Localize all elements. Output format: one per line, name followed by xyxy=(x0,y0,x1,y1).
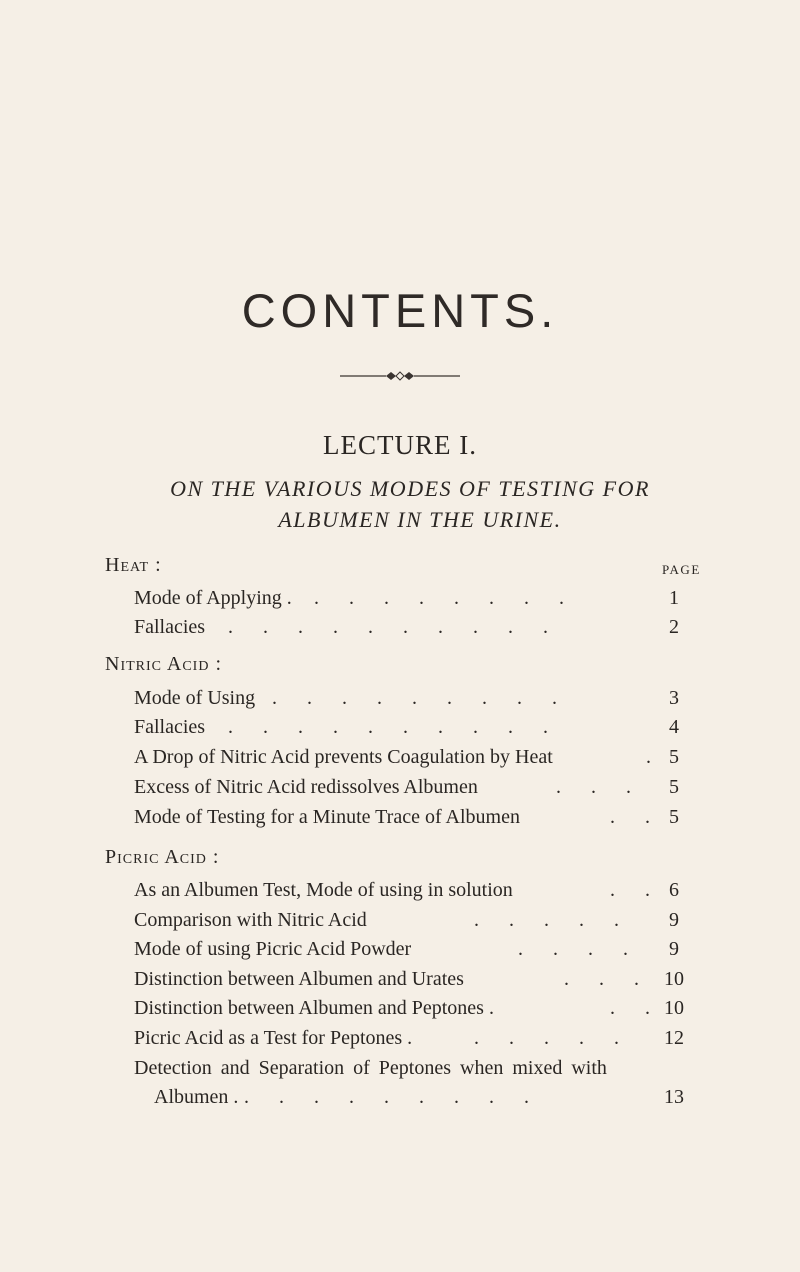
entry-title: Mode of Testing for a Minute Trace of Albumen xyxy=(134,806,520,828)
leader-dots: . xyxy=(646,746,651,768)
toc-entry[interactable] xyxy=(134,909,686,937)
entry-title: Fallacies xyxy=(134,616,206,638)
entry-page: 2 xyxy=(669,616,679,638)
entry-page: 4 xyxy=(669,716,679,738)
entry-title: Mode of Using xyxy=(134,687,256,709)
page-title: CONTENTS. xyxy=(241,284,559,337)
lecture-heading: LECTURE I. xyxy=(323,430,477,460)
page-column-header: PAGE xyxy=(662,562,701,577)
leader-dots: . . . xyxy=(564,968,639,990)
entry-title: Fallacies xyxy=(134,716,206,738)
entry-page: 9 xyxy=(669,909,679,931)
entry-page: 5 xyxy=(669,806,679,828)
entry-page: 9 xyxy=(669,938,679,960)
toc-entry[interactable] xyxy=(134,716,686,744)
toc-entry[interactable] xyxy=(134,879,686,907)
toc-entry[interactable] xyxy=(134,1027,686,1055)
entry-page: 12 xyxy=(664,1027,684,1049)
entry-title: Excess of Nitric Acid redissolves Albumen xyxy=(134,776,478,798)
leader-dots: . . xyxy=(610,997,650,1019)
leader-dots: . . . . . . . . . . xyxy=(228,616,548,638)
toc-entry[interactable] xyxy=(134,997,686,1025)
entry-page: 1 xyxy=(669,587,679,609)
leader-dots: . . . . . xyxy=(474,909,619,931)
toc-entry[interactable] xyxy=(134,776,686,804)
section-heading-nitric-acid: Nitric Acid : xyxy=(105,653,223,675)
entry-title: Distinction between Albumen and Peptones . xyxy=(134,997,494,1019)
entry-page: 10 xyxy=(664,968,684,990)
toc-entry[interactable] xyxy=(134,968,686,996)
leader-dots: . . xyxy=(610,806,650,828)
toc-entry[interactable] xyxy=(134,1057,686,1085)
entry-page: 13 xyxy=(664,1086,684,1108)
toc-entry[interactable] xyxy=(134,746,686,774)
section-heading-picric-acid: Picric Acid : xyxy=(105,846,220,868)
entry-title: Detection and Separation of Peptones when mixed with xyxy=(134,1057,607,1079)
entry-title: Comparison with Nitric Acid xyxy=(134,909,367,931)
leader-dots: . . . . . . . . . xyxy=(272,687,557,709)
leader-dots: . . . . . . . . . xyxy=(244,1086,529,1108)
entry-title: Picric Acid as a Test for Peptones . xyxy=(134,1027,413,1049)
entry-title: As an Albumen Test, Mode of using in solution xyxy=(134,879,513,901)
leader-dots: . . . . xyxy=(518,938,628,960)
toc-entry[interactable] xyxy=(134,687,686,715)
toc-entry[interactable] xyxy=(154,1086,686,1114)
entry-title: Mode of using Picric Acid Powder xyxy=(134,938,412,960)
entry-title: Mode of Applying . xyxy=(134,587,292,609)
entry-title: Albumen . xyxy=(154,1086,239,1108)
leader-dots: . . . xyxy=(556,776,631,798)
toc-entry[interactable] xyxy=(134,806,686,834)
toc-entry[interactable] xyxy=(134,587,686,615)
entry-title: A Drop of Nitric Acid prevents Coagulation by Heat xyxy=(134,746,553,768)
leader-dots: . . . . . xyxy=(474,1027,619,1049)
entry-page: 6 xyxy=(669,879,679,901)
leader-dots: . . . . . . . . xyxy=(314,587,564,609)
lecture-subtitle-line1: ON THE VARIOUS MODES OF TESTING FOR xyxy=(170,476,650,501)
toc-entry[interactable] xyxy=(134,616,686,644)
entry-page: 10 xyxy=(664,997,684,1019)
entry-page: 3 xyxy=(669,687,679,709)
toc-entry[interactable] xyxy=(134,938,686,966)
entry-title: Distinction between Albumen and Urates xyxy=(134,968,464,990)
lecture-subtitle-line2: ALBUMEN IN THE URINE. xyxy=(278,507,562,532)
entry-page: 5 xyxy=(669,776,679,798)
section-heading-heat: Heat : xyxy=(105,554,162,576)
entry-page: 5 xyxy=(669,746,679,768)
leader-dots: . . . . . . . . . . xyxy=(228,716,548,738)
leader-dots: . . xyxy=(610,879,650,901)
ornament-divider xyxy=(340,370,460,382)
